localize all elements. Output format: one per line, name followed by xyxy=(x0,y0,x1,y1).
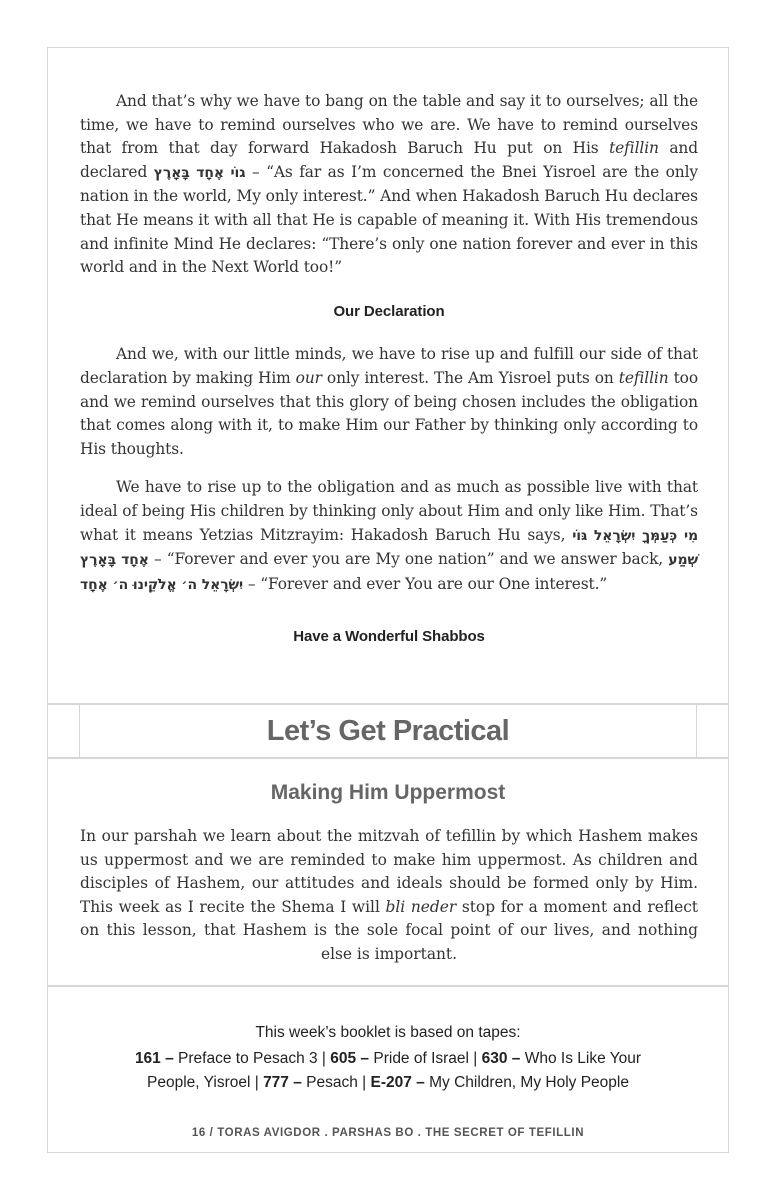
text: and declared xyxy=(80,139,698,181)
italic-term: tefillin xyxy=(609,139,659,158)
band-inner xyxy=(79,705,697,757)
italic-term: tefillin xyxy=(618,368,669,387)
separator: | xyxy=(250,1074,264,1091)
tape-number: 605 – xyxy=(330,1050,370,1067)
tape-number: 630 – xyxy=(481,1050,521,1067)
text: We have to rise up to the obligation and as much as possible live with that ideal of being His children by thinking only about Him and only like Him. That’s what it means Yetzias Mitzrayim: Hakadosh Baruch Hu says, xyxy=(80,478,698,544)
tape-number: 161 – xyxy=(134,1050,174,1067)
tape-item xyxy=(135,1050,330,1067)
separator: | xyxy=(469,1050,482,1067)
hebrew-quote: גוֹי אֶחָד בָּאָרֶץ xyxy=(153,164,246,181)
text: – “Forever and ever You are our One interest.” xyxy=(243,574,608,593)
text: In our parshah we learn about the mitzvah of tefillin by which Hashem makes us uppermost and we are reminded to make him uppermost. As children and disciples of Hashem, our attitudes and ideals should be formed only by Him. This week as I recite the Shema I will xyxy=(80,827,698,916)
text: only interest. The Am Yisroel puts on xyxy=(321,368,619,387)
tape-number: 777 – xyxy=(263,1074,302,1091)
heading-our-declaration: Our Declaration xyxy=(333,302,445,320)
tapes-intro: This week’s booklet is based on tapes: xyxy=(255,1024,521,1041)
italic-term: our xyxy=(295,368,322,387)
paragraph-1 xyxy=(80,90,698,280)
tape-title: Pride of Israel xyxy=(369,1050,469,1067)
tape-number: E-207 – xyxy=(370,1074,425,1091)
tape-item xyxy=(371,1074,629,1091)
text: too and we remind ourselves that this glory of being chosen includes the obligation that comes along with it, to make Him our Father by thinking only according to His thoughts. xyxy=(80,368,698,458)
text: stop for a moment and reflect on this lesson, that Hashem is the sole focal point of our lives, and nothing else is important. xyxy=(80,897,698,963)
paragraph-3 xyxy=(80,476,698,597)
hebrew-quote: מִי כְּעַמְּךָ יִשְׂרָאֵל גּוֹי אֶחָד בָּאָרֶץ xyxy=(80,527,698,569)
text: And we, with our little minds, we have to rise up and fulfill our side of that declaration by making Him xyxy=(80,345,698,387)
page-frame xyxy=(47,47,729,1153)
article-body xyxy=(80,90,698,649)
tape-title: Who Is Like Your People, Yisroel xyxy=(147,1050,642,1091)
italic-term: bli neder xyxy=(385,897,457,916)
tape-title: Pesach xyxy=(301,1074,358,1091)
article-section xyxy=(48,48,728,705)
tape-item xyxy=(263,1074,370,1091)
paragraph-2 xyxy=(80,343,698,461)
practical-title: Making Him Uppermost xyxy=(270,781,506,804)
footer xyxy=(48,987,728,1152)
practical-section xyxy=(48,759,728,987)
closing-line: Have a Wonderful Shabbos xyxy=(293,628,485,646)
practical-body xyxy=(80,825,698,967)
running-footer: 16 / TORAS AVIGDOR . PARSHAS BO . THE SECRET OF TEFILLIN xyxy=(191,1127,585,1139)
tape-item xyxy=(330,1050,481,1067)
tape-title: Preface to Pesach 3 xyxy=(173,1050,318,1067)
tape-title: My Children, My Holy People xyxy=(424,1074,629,1091)
hebrew-quote: שְׁמַע יִשְׂרָאֵל ה׳ אֱלֹקֵינוּ ה׳ אֶחָד xyxy=(80,552,698,593)
text: – “As far as I’m concerned the Bnei Yisroel are the only nation in the world, My only interest.” And when Hakadosh Baruch Hu declares that He means it with all that He is capable of meaning it. With His tremendous and infinite Mind He declares: “There’s only one nation forever and ever in this world and in the Next World too!” xyxy=(80,162,699,277)
section-title: Let’s Get Practical xyxy=(266,714,510,747)
text: And that’s why we have to bang on the table and say it to ourselves; all the time, we have to remind ourselves who we are. We have to remind ourselves that from that day forward Hakadosh Baruch Hu put on His xyxy=(80,92,698,158)
separator: | xyxy=(317,1050,331,1067)
tapes-list xyxy=(108,1047,668,1095)
separator: | xyxy=(357,1074,371,1091)
section-band xyxy=(48,705,728,759)
text: – “Forever and ever you are My one nation” and we answer back, xyxy=(148,550,669,569)
